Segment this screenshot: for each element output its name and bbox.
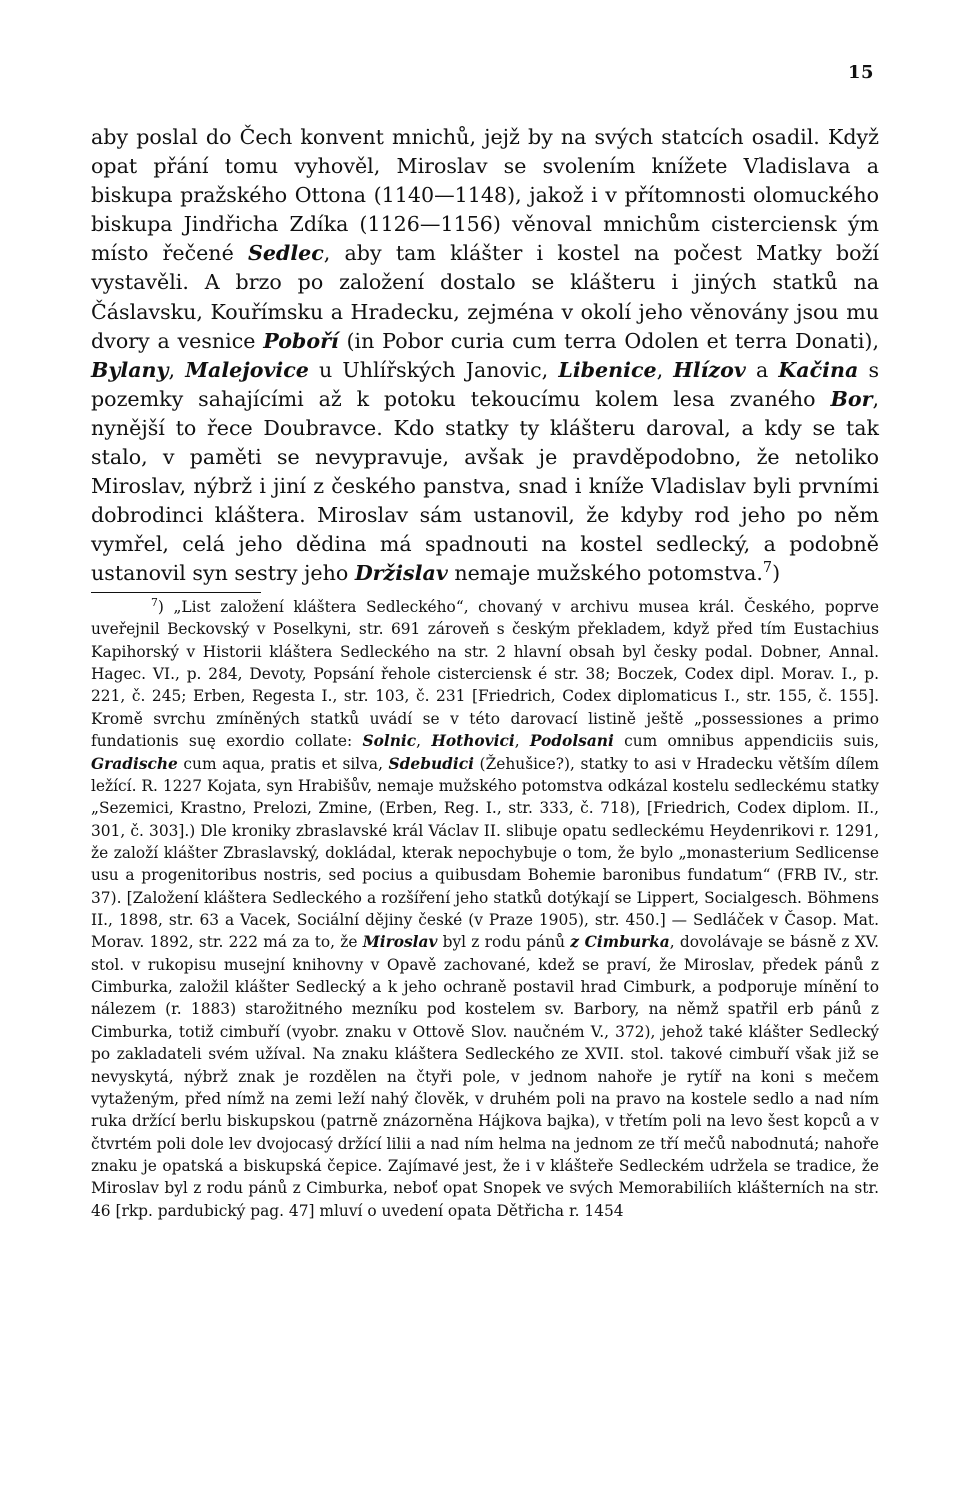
place-name: Gradische bbox=[91, 754, 178, 773]
text-run: a bbox=[745, 357, 779, 382]
text-run: cum aqua, pratis et silva, bbox=[177, 754, 389, 773]
text-run: , bbox=[168, 357, 186, 382]
place-name: Bor bbox=[830, 386, 873, 411]
place-name: Bylany bbox=[91, 357, 169, 382]
place-name: Libenice bbox=[558, 357, 657, 382]
text-run: ) „List založení kláštera Sedleckého“, chovaný v archivu musea král. Českého, poprve uveřejnil Beckovský v Poselkyni, str. 691 zároveň s českým překladem, když před tím Eustachius Kapihorský v Historii kláštera Sedleckého na str. 2 hlavní obsah byl česky podal. Dobner, Annal. Hagec. VI., p. 284, Devoty, Popsání řehole cisterciensk é str. 38; Boczek, Codex dipl. Morav. I., p. 221, č. 245; Erben, Regesta I., str. 103, č. 231 [Friedrich, Codex diplomaticus I., str. 155, č. 155]. Kromě svrchu zmíněných statků uvádí se v této darovací listině ještě „possessiones a primo fundationis suę exordio collate: bbox=[91, 598, 879, 751]
text-run: s pozemky sahajícími až k potoku tekoucímu kolem lesa zvaného bbox=[91, 357, 880, 411]
place-name: Solnic bbox=[362, 732, 417, 751]
text-run: , aby tam klášter i kostel na počest Matky boží vystavěli. A brzo po založení dostalo se klášteru i jiných statků na Čáslavsku, Kouřímsku a Hradecku, zejména v okolí jeho věnovány jsou mu dvory a vesnice bbox=[91, 241, 879, 353]
person-name: Držislav bbox=[354, 561, 448, 586]
footnote bbox=[91, 596, 879, 1222]
footnote-paragraph bbox=[91, 596, 879, 1222]
page-number: 15 bbox=[847, 62, 874, 83]
place-name: Poboří bbox=[263, 328, 339, 353]
footnote-separator bbox=[91, 592, 261, 593]
family-name: z Cimburka bbox=[570, 933, 670, 952]
place-name: Kačina bbox=[778, 357, 859, 382]
place-name: Malejovice bbox=[185, 357, 309, 382]
text-run: , dovolávaje se básně z XV. stol. v rukopisu musejní knihovny v Opavě zachované, kdež se praví, že Miroslav, předek pánů z Cimburka, založil klášter Sedlecký a k jeho ochraně postavil hrad Cimburk, a podporuje mínění to nálezem (r. 1883) starožitného mezníku pod kostelem sv. Barbory, na němž spatřil erb pánů z Cimburka, totiž cimbuří (vyobr. znaku v Ottově Slov. naučném V., 372), jehož také klášter Sedlecký po zakladateli svém užíval. Na znaku kláštera Sedleckého ze XVII. stol. takové cimbuří však již se nevyskytá, nýbrž znak je rozdělen na čtyři pole, v jednom nahoře je rytíř na koni s mečem vytaženým, před nímž na zemi leží nahý člověk, v druhém poli na pravo na kostele sedlo a nad ním ruka držící berlu biskupskou (patrně znázorněna Hájkova bajka), v třetím poli na levo šest kopců a v čtvrtém poli dole lev dvojocasý držící lilii a nad ním helma na jednom ze tří mečů nabodnutá; nahoře znaku je opatská a biskupská čepice. Zajímavé jest, že i v klášteře Sedleckém udržela se tradice, že Miroslav byl z rodu pánů z Cimburka, neboť opat Snopek ve svých Memorabiliích klášterních na str. 46 [rkp. pardubický pag. 47] mluví o uvedení opata Dětřicha r. 1454 bbox=[91, 933, 879, 1220]
text-run: nemaje mužského potomstva. bbox=[447, 561, 763, 586]
footnote-reference: 7 bbox=[762, 560, 773, 577]
text-run: , bbox=[656, 357, 674, 382]
footnote-mark: 7 bbox=[151, 595, 158, 609]
text-run: , bbox=[416, 732, 432, 751]
text-run: byl z rodu pánů bbox=[437, 933, 571, 952]
text-run: aby poslal do Čech konvent mnichů, jejž by na svých statcích osadil. Když opat přání tomu vyhověl, Miroslav se svolením knížete Vladislava a biskupa pražského Ottona (1140—1148), jakož i v přítomnosti olomuckého biskupa Jindřicha Zdíka (1126—1156) věnoval mnichům cisterciensk ým místo řečené bbox=[91, 125, 879, 266]
text-run: , bbox=[514, 732, 530, 751]
text-run: ) bbox=[772, 561, 781, 586]
place-name: Sedlec bbox=[247, 241, 324, 266]
text-run: , nynější to řece Doubravce. Kdo statky ty klášteru daroval, a kdy se tak stalo, v paměti se nevypravuje, avšak je pravděpodobno, že netoliko Miroslav, nýbrž i jiní z českého panstva, snad i kníže Vladislav byli prvními dobrodinci kláštera. Miroslav sám ustanovil, že kdyby rod jeho po něm vymřel, celá jeho dědina má spadnouti na kostel sedlecký, a podobně ustanovil syn sestry jeho bbox=[91, 386, 879, 586]
place-name: Hothovici bbox=[431, 732, 515, 751]
text-run: u Uhlířských Janovic, bbox=[308, 357, 559, 382]
place-name: Sdebudici bbox=[388, 754, 474, 773]
text-run: cum omnibus appendiciis suis, bbox=[613, 732, 879, 751]
text-run: (in Pobor curia cum terra Odolen et terra Donati), bbox=[338, 328, 879, 353]
person-name: Miroslav bbox=[362, 933, 438, 952]
text-run: (Žehušice?), statky to asi v Hradecku větším dílem ležící. R. 1227 Kojata, syn Hrabišův, nemaje mužského potomstva odkázal kostelu sedleckému statky „Sezemici, Krastno, Prelozi, Zmine, (Erben, Reg. I., str. 333, č. 718), [Friedrich, Codex diplom. II., 301, č. 303].) Dle kroniky zbraslavské král Václav II. slibuje opatu sedleckému Heydenrikovi r. 1291, že založí klášter Zbraslavský, dokládal, kterak nepochybuje o tom, že bylo „monasterium Sedlicense usu a progenitoribus nostris, sed pocius a quibusdam Bohemie baronibus fundatum“ (FRB IV., str. 37). [Založení kláštera Sedleckého a rozšíření jeho statků dotýkají se Lippert, Socialgesch. Böhmens II., 1898, str. 63 a Vacek, Sociální dějiny české (v Praze 1905), str. 450.] — Sedláček v Časop. Mat. Morav. 1892, str. 222 má za to, že bbox=[91, 754, 879, 952]
place-name: Podolsani bbox=[529, 732, 614, 751]
main-paragraph bbox=[91, 123, 879, 589]
main-text bbox=[91, 123, 879, 589]
place-name: Hlízov bbox=[673, 357, 746, 382]
